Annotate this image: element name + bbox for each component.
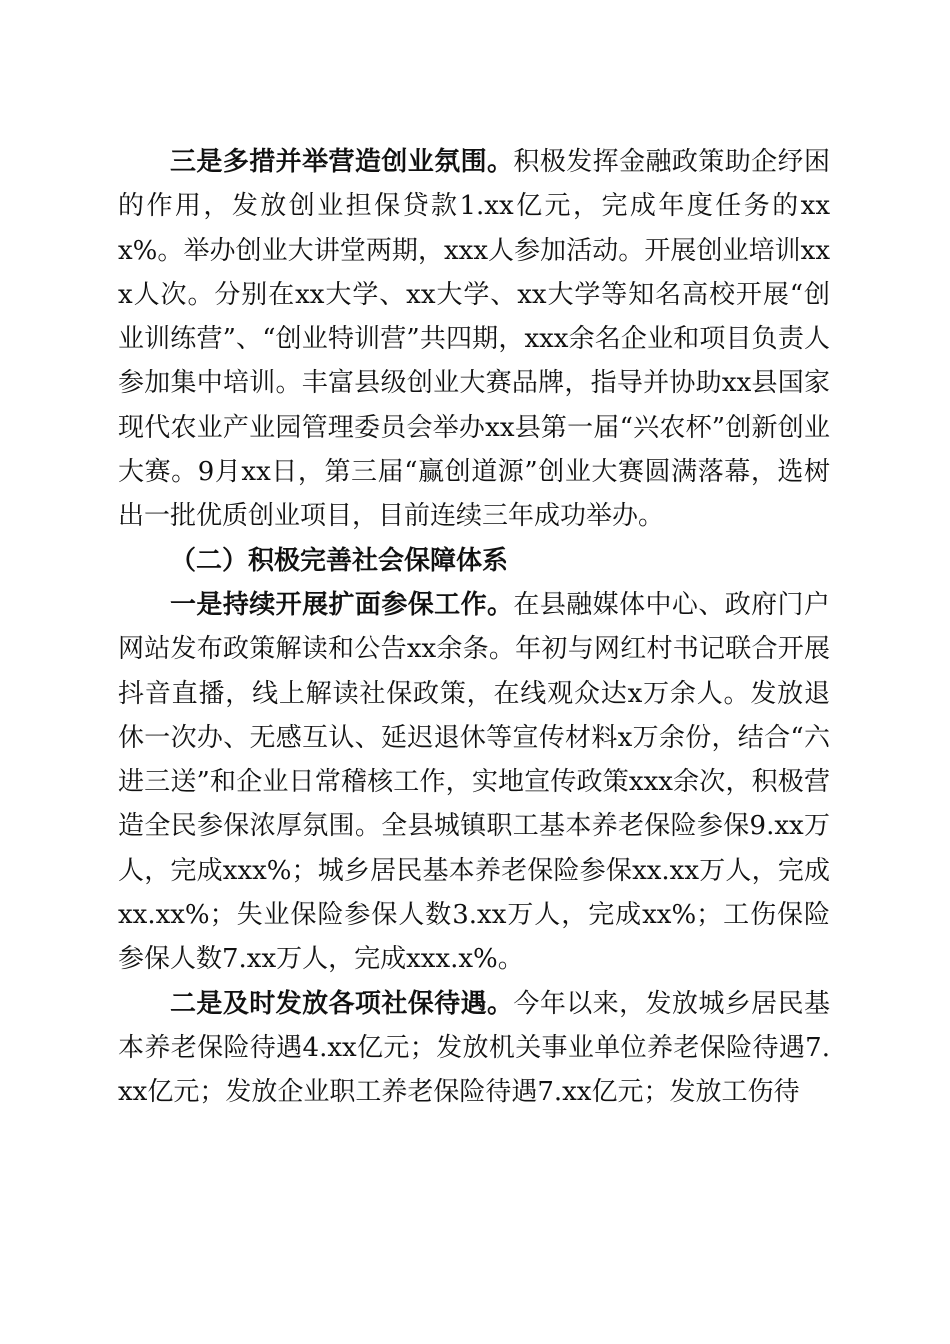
paragraph-text: 积极发挥金融政策助企纾困的作用，发放创业担保贷款1.xx亿元，完成年度任务的xxx%。举办创业大讲堂两期，xxx人参加活动。开展创业培训xxx人次。分别在xx大学、xx大学、xx大学等知名高校开展“创业训练营”、“创业特训营”共四期，xxx余名企业和项目负责人参加集中培训。丰富县级创业大赛品牌，指导并协助xx县国家现代农业产业园管理委员会举办xx县第一届“兴农杯”创新创业大赛。9月xx日，第三届“赢创道源”创业大赛圆满落幕，选树出一批优质创业项目，目前连续三年成功举办。 xyxy=(118,147,830,532)
section-heading: （二）积极完善社会保障体系 xyxy=(170,545,509,576)
paragraph-lead: 一是持续开展扩面参保工作。 xyxy=(170,589,514,620)
paragraph-insurance-coverage xyxy=(118,583,830,982)
document-body xyxy=(118,140,830,1115)
paragraph-entrepreneurship xyxy=(118,140,830,539)
paragraph-text: 在县融媒体中心、政府门户网站发布政策解读和公告xx余条。年初与网红村书记联合开展抖音直播，线上解读社保政策，在线观众达x万余人。发放退休一次办、无感互认、延迟退休等宣传材料x万余份，结合“六进三送”和企业日常稽核工作，实地宣传政策xxx余次，积极营造全民参保浓厚氛围。全县城镇职工基本养老保险参保9.xx万人，完成xxx%；城乡居民基本养老保险参保xx.xx万人，完成xx.xx%；失业保险参保人数3.xx万人，完成xx%；工伤保险参保人数7.xx万人，完成xxx.x%。 xyxy=(118,589,830,975)
paragraph-text: 今年以来，发放城乡居民基本养老保险待遇4.xx亿元；发放机关事业单位养老保险待遇7.xx亿元；发放企业职工养老保险待遇7.xx亿元；发放工伤待 xyxy=(118,988,830,1108)
paragraph-lead: 三是多措并举营造创业氛围。 xyxy=(170,147,514,177)
paragraph-benefits-payment xyxy=(118,982,830,1115)
paragraph-lead: 二是及时发放各项社保待遇。 xyxy=(170,988,514,1019)
